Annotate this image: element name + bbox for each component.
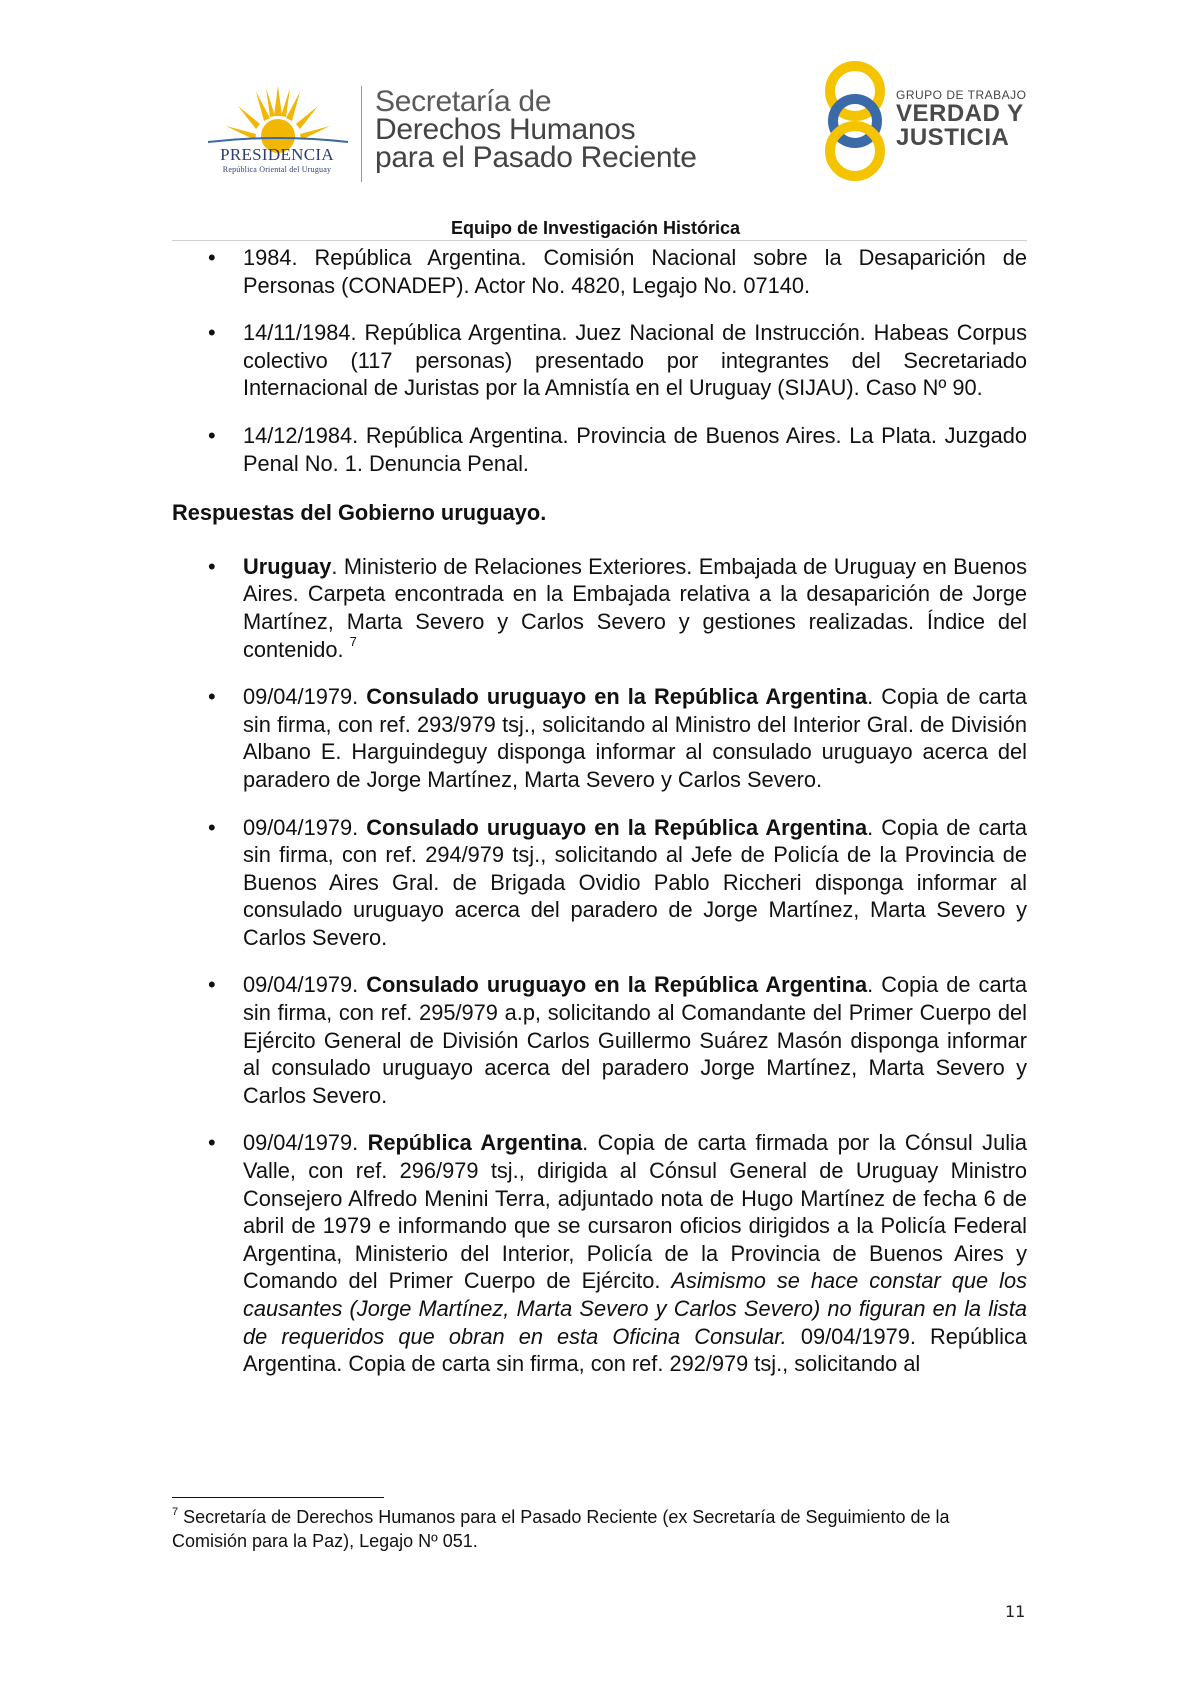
footnote-ref[interactable]: 7	[349, 634, 357, 650]
section-heading: Respuestas del Gobierno uruguayo.	[172, 500, 547, 526]
item-bold: Consulado uruguayo en la República Argentina	[366, 814, 868, 840]
list-item	[172, 1129, 1027, 1377]
item-text: 14/11/1984. República Argentina. Juez Nacional de Instrucción. Habeas Corpus colectivo (117 personas) presentado por integrantes del Secretariado Internacional de Juristas por la Amnistía en el Uruguay (SIJAU). Caso Nº 90.	[243, 320, 1027, 401]
item-italic: Asimismo se hace constar que los causantes (Jorge Martínez, Marta Severo y Carlos Severo) no figuran en la lista de requeridos que obran en esta Oficina Consular.	[243, 1268, 1027, 1349]
bullet: •	[208, 320, 216, 346]
secretaria-line3: para el Pasado Reciente	[375, 141, 697, 174]
footnote-text: Secretaría de Derechos Humanos para el Pasado Reciente (ex Secretaría de Seguimiento de la Comisión para la Paz), Legajo Nº 051.	[172, 1507, 950, 1551]
item-text: . Copia de carta sin firma, con ref. 295/979 a.p, solicitando al Comandante del Primer Cuerpo del Ejército General de División Carlos Guillermo Suárez Masón disponga informar al consulado uruguayo acerca del paradero Jorge Martínez, Marta Severo y Carlos Severo.	[243, 972, 1028, 1108]
item-text: . Copia de carta sin firma, con ref. 294/979 tsj., solicitando al Jefe de Policía de la Provincia de Buenos Aires Gral. de Brigada Ovidio Pablo Riccheri disponga informar al consulado uruguayo acerca del paradero de Jorge Martínez, Marta Severo y Carlos Severo.	[243, 814, 1028, 950]
item-text: 14/12/1984. República Argentina. Provincia de Buenos Aires. La Plata. Juzgado Penal No. 1. Denuncia Penal.	[243, 422, 1027, 476]
list-item	[172, 422, 1027, 477]
item-text: . Copia de carta sin firma, con ref. 293/979 tsj., solicitando al Ministro del Interior Gral. de División Albano E. Harguindeguy disponga informar al consulado uruguayo acerca del paradero de Jorge Martínez, Marta Severo y Carlos Severo.	[243, 684, 1028, 792]
grupo-trabajo-title	[896, 88, 1026, 150]
team-title: Equipo de Investigación Histórica	[450, 218, 741, 238]
bullet: •	[208, 1130, 216, 1156]
item-bold: Uruguay	[243, 553, 332, 579]
footnote-number: 7	[172, 1506, 179, 1518]
page-header	[0, 0, 1191, 240]
document-body	[172, 244, 1027, 1378]
bullet: •	[208, 684, 216, 710]
secretaria-line2: Derechos Humanos	[375, 113, 636, 146]
item-date: 09/04/1979.	[243, 972, 367, 998]
header-divider	[361, 86, 362, 182]
list-item	[172, 683, 1027, 793]
bullet: •	[208, 972, 216, 998]
list-item	[172, 553, 1027, 663]
presidencia-label: PRESIDENCIA	[220, 145, 334, 164]
bullet: •	[208, 553, 216, 579]
secretaria-title	[375, 85, 697, 174]
bullet: •	[208, 422, 216, 448]
bullet: •	[208, 814, 216, 840]
item-date: 09/04/1979.	[243, 814, 367, 840]
page-number: 11	[1005, 1602, 1026, 1621]
secretaria-line1: Secretaría de	[375, 85, 552, 118]
bullet: •	[208, 245, 216, 270]
item-date: 09/04/1979.	[243, 1130, 368, 1156]
first-list	[172, 244, 1027, 477]
grupo-line2: VERDAD Y	[896, 100, 1024, 127]
grupo-line1: GRUPO DE TRABAJO	[896, 88, 1027, 102]
list-item	[172, 814, 1027, 952]
presidencia-subtitle: República Oriental del Uruguay	[222, 165, 332, 174]
list-item	[172, 244, 1027, 299]
item-text: 1984. República Argentina. Comisión Nacional sobre la Desaparición de Personas (CONADEP). Actor No. 4820, Legajo No. 07140.	[243, 245, 1027, 298]
item-bold: Consulado uruguayo en la República Argentina	[366, 972, 868, 998]
second-list	[172, 553, 1027, 1378]
rings-logo-icon	[820, 58, 890, 184]
footnote	[172, 1505, 1027, 1553]
grupo-line3: JUSTICIA	[896, 124, 1010, 151]
list-item	[172, 971, 1027, 1109]
header-rule	[172, 240, 1027, 241]
item-bold: República Argentina	[367, 1130, 583, 1156]
item-bold: Consulado uruguayo en la República Argentina	[366, 684, 868, 710]
item-text: . Copia de carta firmada por la Cónsul Julia Valle, con ref. 296/979 tsj., dirigida al Cónsul General de Uruguay Ministro Consejero Alfredo Menini Terra, adjuntado nota de Hugo Martínez de fecha 6 de abril de 1979 e informando que se cursaron oficios dirigidos a la Policía Federal Argentina, Ministerio del Interior, Policía de la Provincia de Buenos Aires y Comando del Primer Cuerpo de Ejército.	[243, 1130, 1028, 1294]
item-date: 09/04/1979.	[243, 684, 367, 710]
list-item	[172, 319, 1027, 402]
item-tail: 09/04/1979. República Argentina. Copia de carta sin firma, con ref. 292/979 tsj., solicitando al	[243, 1323, 1027, 1377]
item-text: . Ministerio de Relaciones Exteriores. Embajada de Uruguay en Buenos Aires. Carpeta encontrada en la Embajada relativa a la desaparición de Jorge Martínez, Marta Severo y Carlos Severo y gestiones realizadas. Índice del contenido.	[243, 553, 1027, 662]
footnote-rule	[172, 1497, 384, 1498]
